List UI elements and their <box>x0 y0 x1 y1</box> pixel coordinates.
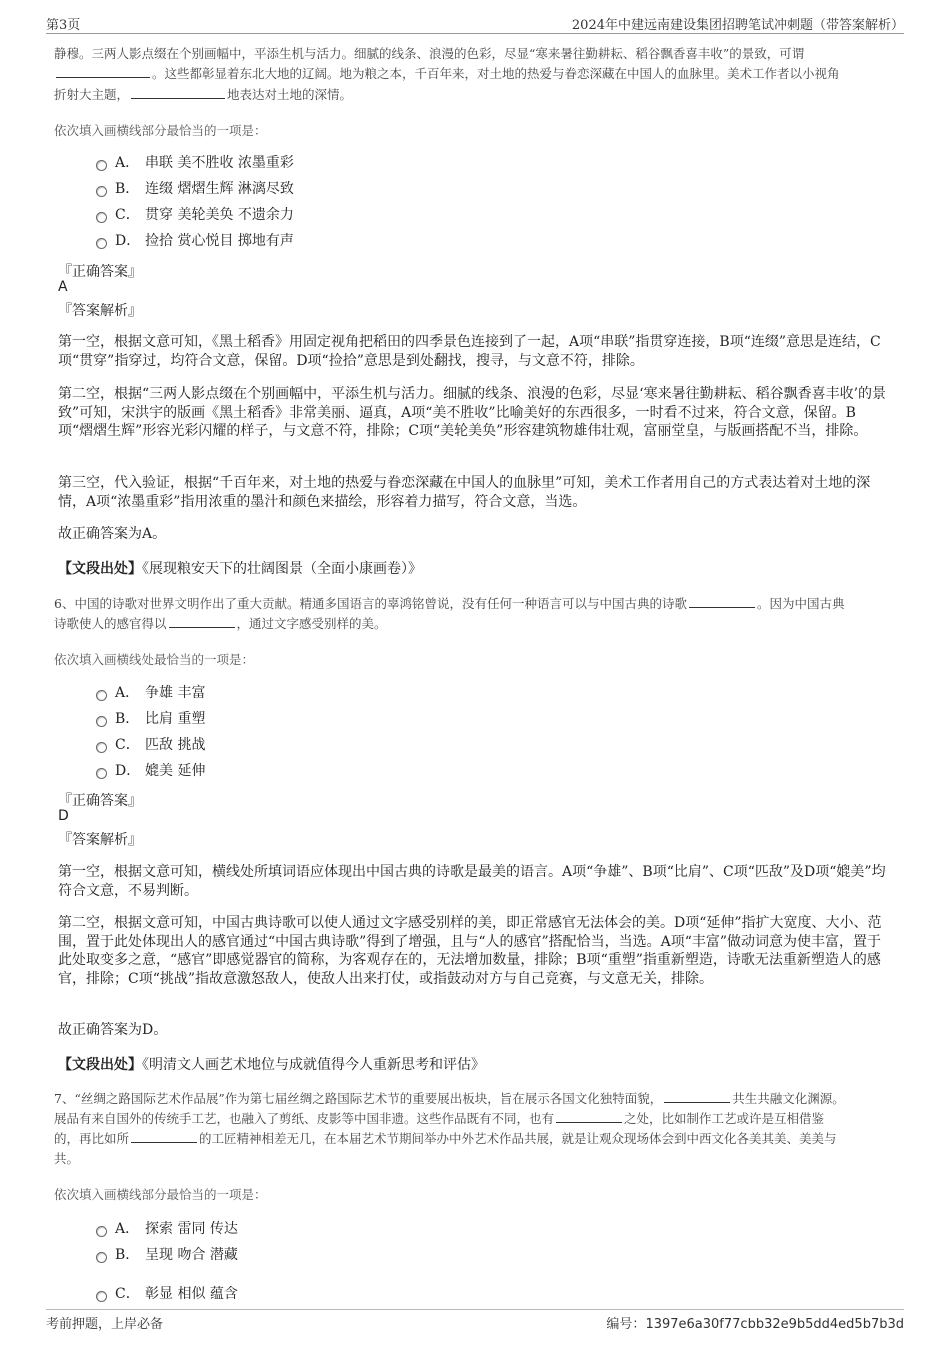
header-divider <box>46 33 904 34</box>
q5-answer-label: 『正确答案』 <box>58 264 142 280</box>
q6-answer-label: 『正确答案』 <box>58 793 142 809</box>
q5-option-c[interactable]: C． 贯穿 美轮美奂 不遗余力 <box>96 206 294 224</box>
radio-icon[interactable] <box>96 1226 107 1237</box>
radio-icon[interactable] <box>96 1291 107 1302</box>
footer-slogan: 考前押题，上岸必备 <box>46 1317 164 1332</box>
q6-option-a[interactable]: A． 争雄 丰富 <box>96 684 205 702</box>
radio-icon[interactable] <box>96 716 107 727</box>
q6-option-d[interactable]: D． 媲美 延伸 <box>96 762 205 780</box>
q7-option-b[interactable]: B． 呈现 吻合 潜藏 <box>96 1246 238 1264</box>
q6-answer: D <box>58 808 69 824</box>
q5-analysis-para-2: 第二空，根据“三两人影点缀在个别画幅中，平添生机与活力。细腻的线条、浪漫的色彩，尽显‘寒来暑往勤耕耘、稻谷飘香喜丰收’的景致”可知，宋洪宇的版画《黑土稻香》非常美丽、逼真，A项“美不胜收”比喻美好的东西很多，一时看不过来，符合文意，保留。B项“熠熠生辉”形容光彩闪耀的样子，与文意不符，排除；C项“美轮美奂”形容建筑物雄伟壮观，富丽堂皇，与版画搭配不当，排除。 <box>58 386 887 439</box>
q6-prompt: 依次填入画横线处最恰当的一项是： <box>54 652 255 667</box>
q6-option-b[interactable]: B． 比肩 重塑 <box>96 710 205 728</box>
q5-prompt: 依次填入画横线部分最恰当的一项是： <box>54 123 267 138</box>
q5-option-d[interactable]: D． 捡拾 赏心悦目 掷地有声 <box>96 232 294 250</box>
q6-conclusion: 故正确答案为D。 <box>58 1022 168 1038</box>
q5-stem-line-3: 折射大主题， 地表达对土地的深情。 <box>54 87 353 102</box>
q7-option-a[interactable]: A． 探索 雷同 传达 <box>96 1220 238 1238</box>
radio-icon[interactable] <box>96 1252 107 1263</box>
footer-divider <box>46 1309 904 1310</box>
document-code: 编号：1397e6a30f77cbb32e9b5dd4ed5b7b3d <box>606 1317 904 1332</box>
q7-stem-line-4: 共。 <box>54 1151 80 1166</box>
q7-stem-line-3: 的，再比如所 的工匠精神相差无几，在本届艺术节期间举办中外艺术作品共展，就是让观众现场体会到中西文化各美其美、美美与 <box>54 1131 837 1146</box>
q5-conclusion: 故正确答案为A。 <box>58 526 167 542</box>
q5-source: 【文段出处】《展现粮安天下的壮阔图景（全面小康画卷）》 <box>58 561 422 577</box>
q6-analysis-para-2: 第二空，根据文意可知，中国古典诗歌可以使人通过文字感受别样的美，即正常感官无法体会的美。D项“延伸”指扩大宽度、大小、范围，置于此处体现出人的感官通过“中国古典诗歌”得到了增强，且与“人的感官”搭配恰当，当选。A项“丰富”做动词意为使丰富，置于此处取变多之意，“感官”即感觉器官的简称，为客观存在的，无法增加数量，排除；B项“重塑”指重新塑造，诗歌无法重新塑造人的感官，排除；C项“挑战”指故意激怒敌人，使敌人出来打仗，或指鼓动对方与自己竞赛，与文意无关，排除。 <box>58 915 882 987</box>
radio-icon[interactable] <box>96 212 107 223</box>
radio-icon[interactable] <box>96 690 107 701</box>
q6-stem-line-1: 6、中国的诗歌对世界文明作出了重大贡献。精通多国语言的辜鸿铭曾说，没有任何一种语言可以与中国古典的诗歌 。因为中国古典 <box>54 596 845 611</box>
q5-blank-2 <box>56 65 150 78</box>
q5-blank-3 <box>131 86 225 99</box>
q5-answer: A <box>58 279 68 295</box>
radio-icon[interactable] <box>96 742 107 753</box>
radio-icon[interactable] <box>96 238 107 249</box>
q7-prompt: 依次填入画横线部分最恰当的一项是： <box>54 1187 267 1202</box>
q6-option-c[interactable]: C． 匹敌 挑战 <box>96 736 205 754</box>
q7-option-c[interactable]: C． 彰显 相似 蕴含 <box>96 1285 238 1303</box>
radio-icon[interactable] <box>96 186 107 197</box>
radio-icon[interactable] <box>96 160 107 171</box>
q5-option-b[interactable]: B． 连缀 熠熠生辉 淋漓尽致 <box>96 180 294 198</box>
q7-blank-2 <box>556 1110 622 1123</box>
q7-stem-line-1: 7、“丝绸之路国际艺术作品展”作为第七届丝绸之路国际艺术节的重要展出板块，旨在展示各国文化独特面貌， 共生共融文化渊源。 <box>54 1091 845 1106</box>
q6-analysis-para-1: 第一空，根据文意可知，横线处所填词语应体现出中国古典的诗歌是最美的语言。A项“争雄”、B项“比肩”、C项“匹敌”及D项“媲美”均符合文意，不易判断。 <box>58 864 886 899</box>
page-number: 第3页 <box>46 18 81 33</box>
q6-analysis-label: 『答案解析』 <box>58 832 142 848</box>
q6-blank-2 <box>169 615 235 628</box>
q7-blank-3 <box>131 1130 197 1143</box>
q7-blank-1 <box>664 1090 730 1103</box>
q5-option-a[interactable]: A． 串联 美不胜收 浓墨重彩 <box>96 154 294 172</box>
q7-stem-line-2: 展品有来自国外的传统手工艺，也融入了剪纸、皮影等中国非遗。这些作品既有不同，也有 之处，比如制作工艺或许是互相借鉴 <box>54 1111 825 1126</box>
q5-stem-line-2: 。这些都彰显着东北大地的辽阔。地为粮之本，千百年来，对土地的热爱与眷恋深藏在中国人的血脉里。美术工作者以小视角 <box>54 64 896 84</box>
q5-analysis-para-3: 第三空，代入验证，根据“千百年来，对土地的热爱与眷恋深藏在中国人的血脉里”可知，美术工作者用自己的方式表达着对土地的深情，A项“浓墨重彩”指用浓重的墨汁和颜色来描绘，形容着力描写，符合文意，当选。 <box>58 475 871 510</box>
q5-stem-line-1: 静穆。三两人影点缀在个别画幅中，平添生机与活力。细腻的线条、浪漫的色彩，尽显“寒来暑往勤耕耘、稻谷飘香喜丰收”的景致，可谓 <box>54 46 805 61</box>
q5-analysis-para-1: 第一空，根据文意可知，《黑土稻香》用固定视角把稻田的四季景色连接到了一起，A项“串联”指贯穿连接，B项“连缀”意思是连结，C项“贯穿”指穿过，均符合文意，保留。D项“捡拾”意思是到处翻找，搜寻，与文意不符，排除。 <box>58 334 881 369</box>
q6-blank-1 <box>689 595 755 608</box>
q6-source: 【文段出处】《明清文人画艺术地位与成就值得今人重新思考和评估》 <box>58 1057 485 1073</box>
document-title: 2024年中建远南建设集团招聘笔试冲刺题（带答案解析） <box>571 18 904 33</box>
radio-icon[interactable] <box>96 768 107 779</box>
q6-stem-line-2: 诗歌使人的感官得以 ，通过文字感受别样的美。 <box>54 616 387 631</box>
q5-analysis-label: 『答案解析』 <box>58 303 142 319</box>
